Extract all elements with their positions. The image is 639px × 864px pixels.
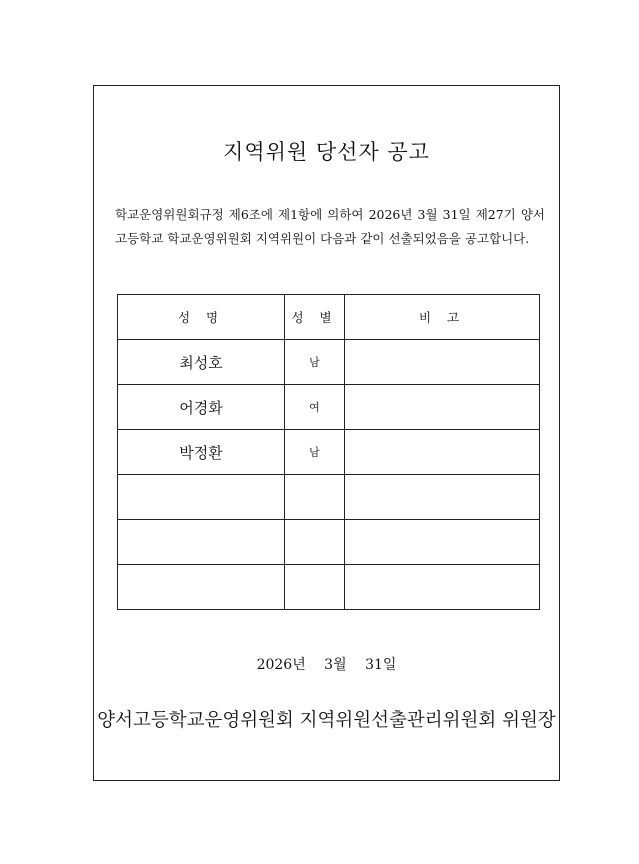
note-cell <box>345 430 540 475</box>
name-cell: 최성호 <box>118 340 285 385</box>
note-cell <box>345 475 540 520</box>
table-row <box>118 340 540 385</box>
header-gender: 성 별 <box>285 295 345 340</box>
name-cell <box>118 475 285 520</box>
gender-cell: 여 <box>285 385 345 430</box>
header-name: 성 명 <box>118 295 285 340</box>
table-row <box>118 385 540 430</box>
table-row <box>118 565 540 610</box>
note-cell <box>345 385 540 430</box>
note-cell <box>345 340 540 385</box>
gender-cell <box>285 565 345 610</box>
table-row <box>118 520 540 565</box>
notice-title: 지역위원 당선자 공고 <box>223 140 430 164</box>
name-cell <box>118 565 285 610</box>
name-cell: 어경화 <box>118 385 285 430</box>
table-row <box>118 430 540 475</box>
name-cell: 박정환 <box>118 430 285 475</box>
notice-date: 2026년 3월 31일 <box>256 657 397 673</box>
gender-cell <box>285 475 345 520</box>
name-cell <box>118 520 285 565</box>
header-note: 비 고 <box>345 295 540 340</box>
table-header-row <box>118 295 540 340</box>
notice-frame <box>93 85 560 781</box>
winners-table <box>117 294 540 610</box>
signature-line: 양서고등학교운영위원회 지역위원선출관리위원회 위원장 <box>97 710 556 731</box>
gender-cell: 남 <box>285 430 345 475</box>
gender-cell: 남 <box>285 340 345 385</box>
notice-body: 학교운영위원회규정 제6조에 제1항에 의하여 2026년 3월 31일 제27기 양서고등학교 학교운영위원회 지역위원이 다음과 같이 선출되었음을 공고합니다. <box>115 207 545 246</box>
table-row <box>118 475 540 520</box>
note-cell <box>345 565 540 610</box>
gender-cell <box>285 520 345 565</box>
note-cell <box>345 520 540 565</box>
